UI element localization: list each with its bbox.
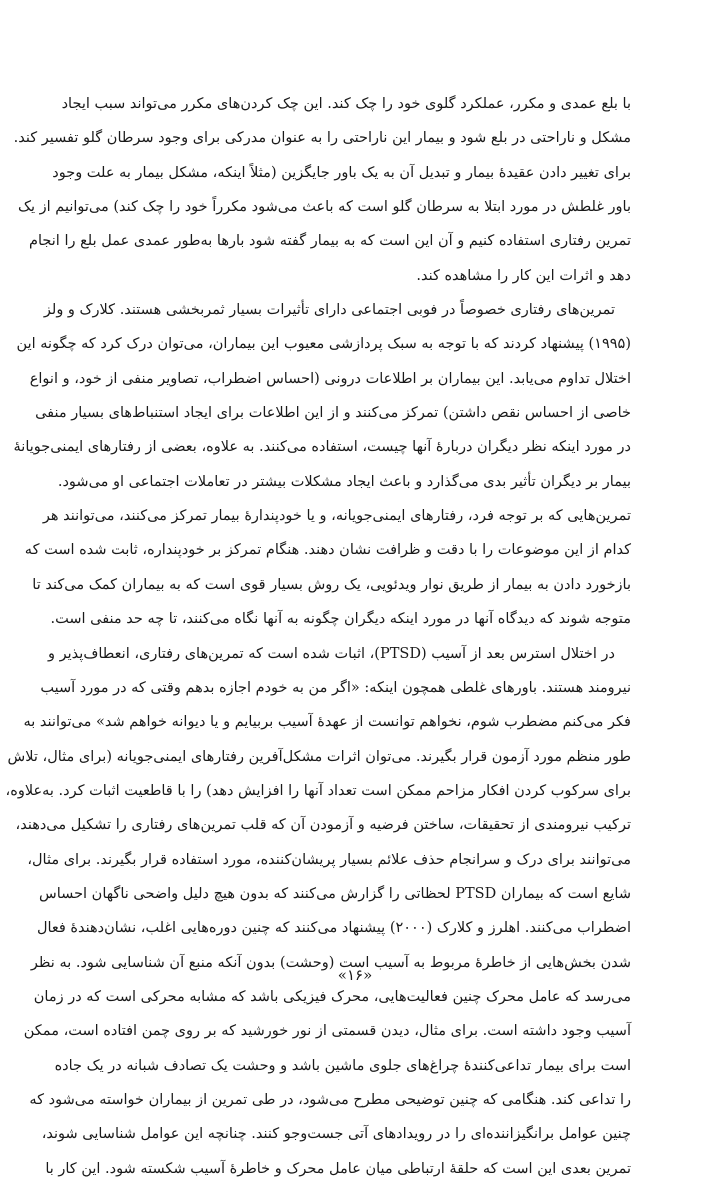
page-number: «۱۶» xyxy=(337,966,373,984)
text-line: کدام از این موضوعات را با دقت و ظرافت نشان دهند. هنگام تمرکز بر خودپنداره، ثابت شده است که xyxy=(24,542,631,559)
text-line: باور غلطش در مورد ابتلا به سرطان گلو است که باعث می‌شود مکرراً خود را چک کند) می‌توانیم از یک xyxy=(18,199,631,216)
paragraph-first-line: در اختلال استرس بعد از آسیب (PTSD)، اثبات شده است که تمرین‌های رفتاری، انعطاف‌پذیر و xyxy=(48,645,615,662)
text-line: چنین عوامل برانگیزاننده‌ای را در رویدادهای آتی جست‌وجو کنند. چنانچه این عوامل شناسایی شوند، xyxy=(41,1126,631,1143)
text-line: نیرومند هستند. باورهای غلطی همچون اینکه: «اگر من به خودم اجازه بدهم وقتی که در مورد آسیب xyxy=(40,679,631,696)
text-line: بازخورد دادن به بیمار از طریق نوار ویدئویی، یک روش بسیار قوی است که به بیماران کمک می‌کند تا xyxy=(32,576,631,593)
text-line: در مورد اینکه نظر دیگران دربارهٔ آنها چیست، استفاده می‌کنند. به علاوه، بعضی از رفتارهای ایمنی‌جویانهٔ xyxy=(13,439,631,456)
body-text xyxy=(5,87,631,1186)
text-line: را تداعی کند. هنگامی که چنین توضیحی مطرح می‌شود، در طی تمرین از بیماران خواسته می‌شود که xyxy=(29,1091,631,1108)
text-line: می‌توانند برای درک و سرانجام حذف علائم بسیار پریشان‌کننده، مورد استفاده قرار بگیرند. برای مثال، xyxy=(27,851,631,868)
paragraph-first-line: تمرین‌های رفتاری خصوصاً در فوبی اجتماعی دارای تأثیرات بسیار ثمربخشی هستند. کلارک و ولز xyxy=(43,302,615,319)
text-line: طور منظم مورد آزمون قرار بگیرند. می‌توان اثرات مشکل‌آفرین رفتارهای ایمنی‌جویانه (برای مثال، تلاش xyxy=(7,748,631,765)
text-line: می‌رسد که عامل محرک چنین فعالیت‌هایی، محرک فیزیکی باشد که مشابه محرکی است که در زمان xyxy=(33,988,631,1005)
text-line: خاصی از احساس نقص داشتن) تمرکز می‌کنند و از این اطلاعات برای ایجاد استنباط‌های بسیار منفی xyxy=(35,405,631,422)
text-line: (۱۹۹۵) پیشنهاد کردند که با توجه به سبک پردازشی معیوب این بیماران، می‌توان درک کرد که چگونه این xyxy=(16,336,631,353)
text-line: ترکیب نیرومندی از تحقیقات، ساختن فرضیه و آزمودن آن که قلب تمرین‌های رفتاری را تشکیل می‌دهند، xyxy=(15,817,631,834)
text-line: اختلال تداوم می‌یابد. این بیماران بر اطلاعات درونی (احساس اضطراب، تصاویر منفی از خود، و انواع xyxy=(29,370,631,387)
text-line: تمرین بعدی این است که حلقهٔ ارتباطی میان عامل محرک و خاطرهٔ آسیب شکسته شود. این کار با xyxy=(45,1160,631,1177)
text-line: تمرین رفتاری استفاده کنیم و آن این است که به بیمار گفته شود بارها به‌طور عمدی عمل بلع را انجام xyxy=(29,233,631,250)
text-line: تمرین‌هایی که بر توجه فرد، رفتارهای ایمنی‌جویانه، و یا خودپندارهٔ بیمار تمرکز می‌کنند، می‌توانند هر xyxy=(42,508,631,525)
text-line: دهد و اثرات این کار را مشاهده کند. xyxy=(416,267,631,284)
text-line: اضطراب می‌کنند. اهلرز و کلارک (۲۰۰۰) پیشنهاد می‌کنند که چنین دوره‌هایی اغلب، نشان‌دهندهٔ فعال xyxy=(36,920,631,937)
text-line: است برای بیمار تداعی‌کنندهٔ چراغ‌های جلوی ماشین باشد و وحشت یک تصادف شبانه در یک جاده xyxy=(54,1057,631,1074)
text-line: متوجه شوند که دیدگاه آنها در مورد اینکه دیگران چگونه به آنها نگاه می‌کنند، تا چه حد منفی است. xyxy=(50,611,631,628)
text-line: فکر می‌کنم مضطرب شوم، نخواهم توانست از عهدهٔ آسیب بربیایم و یا دیوانه خواهم شد» می‌توانند به xyxy=(23,714,631,731)
text-line: شدن بخش‌هایی از خاطرهٔ مربوط به آسیب است (وحشت) بدون آنکه منبع آن شناسایی شود. به نظر xyxy=(30,954,631,971)
text-line: با بلع عمدی و مکرر، عملکرد گلوی خود را چک کند. این چک کردن‌های مکرر می‌تواند سبب ایجاد xyxy=(61,96,631,112)
text-line: آسیب وجود داشته است. برای مثال، دیدن قسمتی از نور خورشید که بر روی چمن افتاده است، ممکن xyxy=(23,1023,631,1040)
text-line: بیمار بر دیگران تأثیر بدی می‌گذارد و باعث ایجاد مشکلات بیشتر در تعاملات اجتماعی او می‌شود. xyxy=(57,473,631,490)
text-line: شایع است که بیماران PTSD لحظاتی را گزارش می‌کنند که بدون هیچ دلیل واضحی ناگهان احساس xyxy=(39,885,631,902)
text-line: مشکل و ناراحتی در بلع شود و بیمار این ناراحتی را به عنوان مدرکی برای وجود سرطان گلو تفسیر کند. xyxy=(13,130,631,147)
text-line: برای تغییر دادن عقیدهٔ بیمار و تبدیل آن به یک باور جایگزین (مثلاً اینکه، مشکل بیمار به علت وجود xyxy=(52,164,631,181)
text-line: برای سرکوب کردن افکار مزاحم ممکن است تعداد آنها را افزایش دهد) را با قاطعیت اثبات کرد. به‌علاوه، xyxy=(5,782,631,799)
